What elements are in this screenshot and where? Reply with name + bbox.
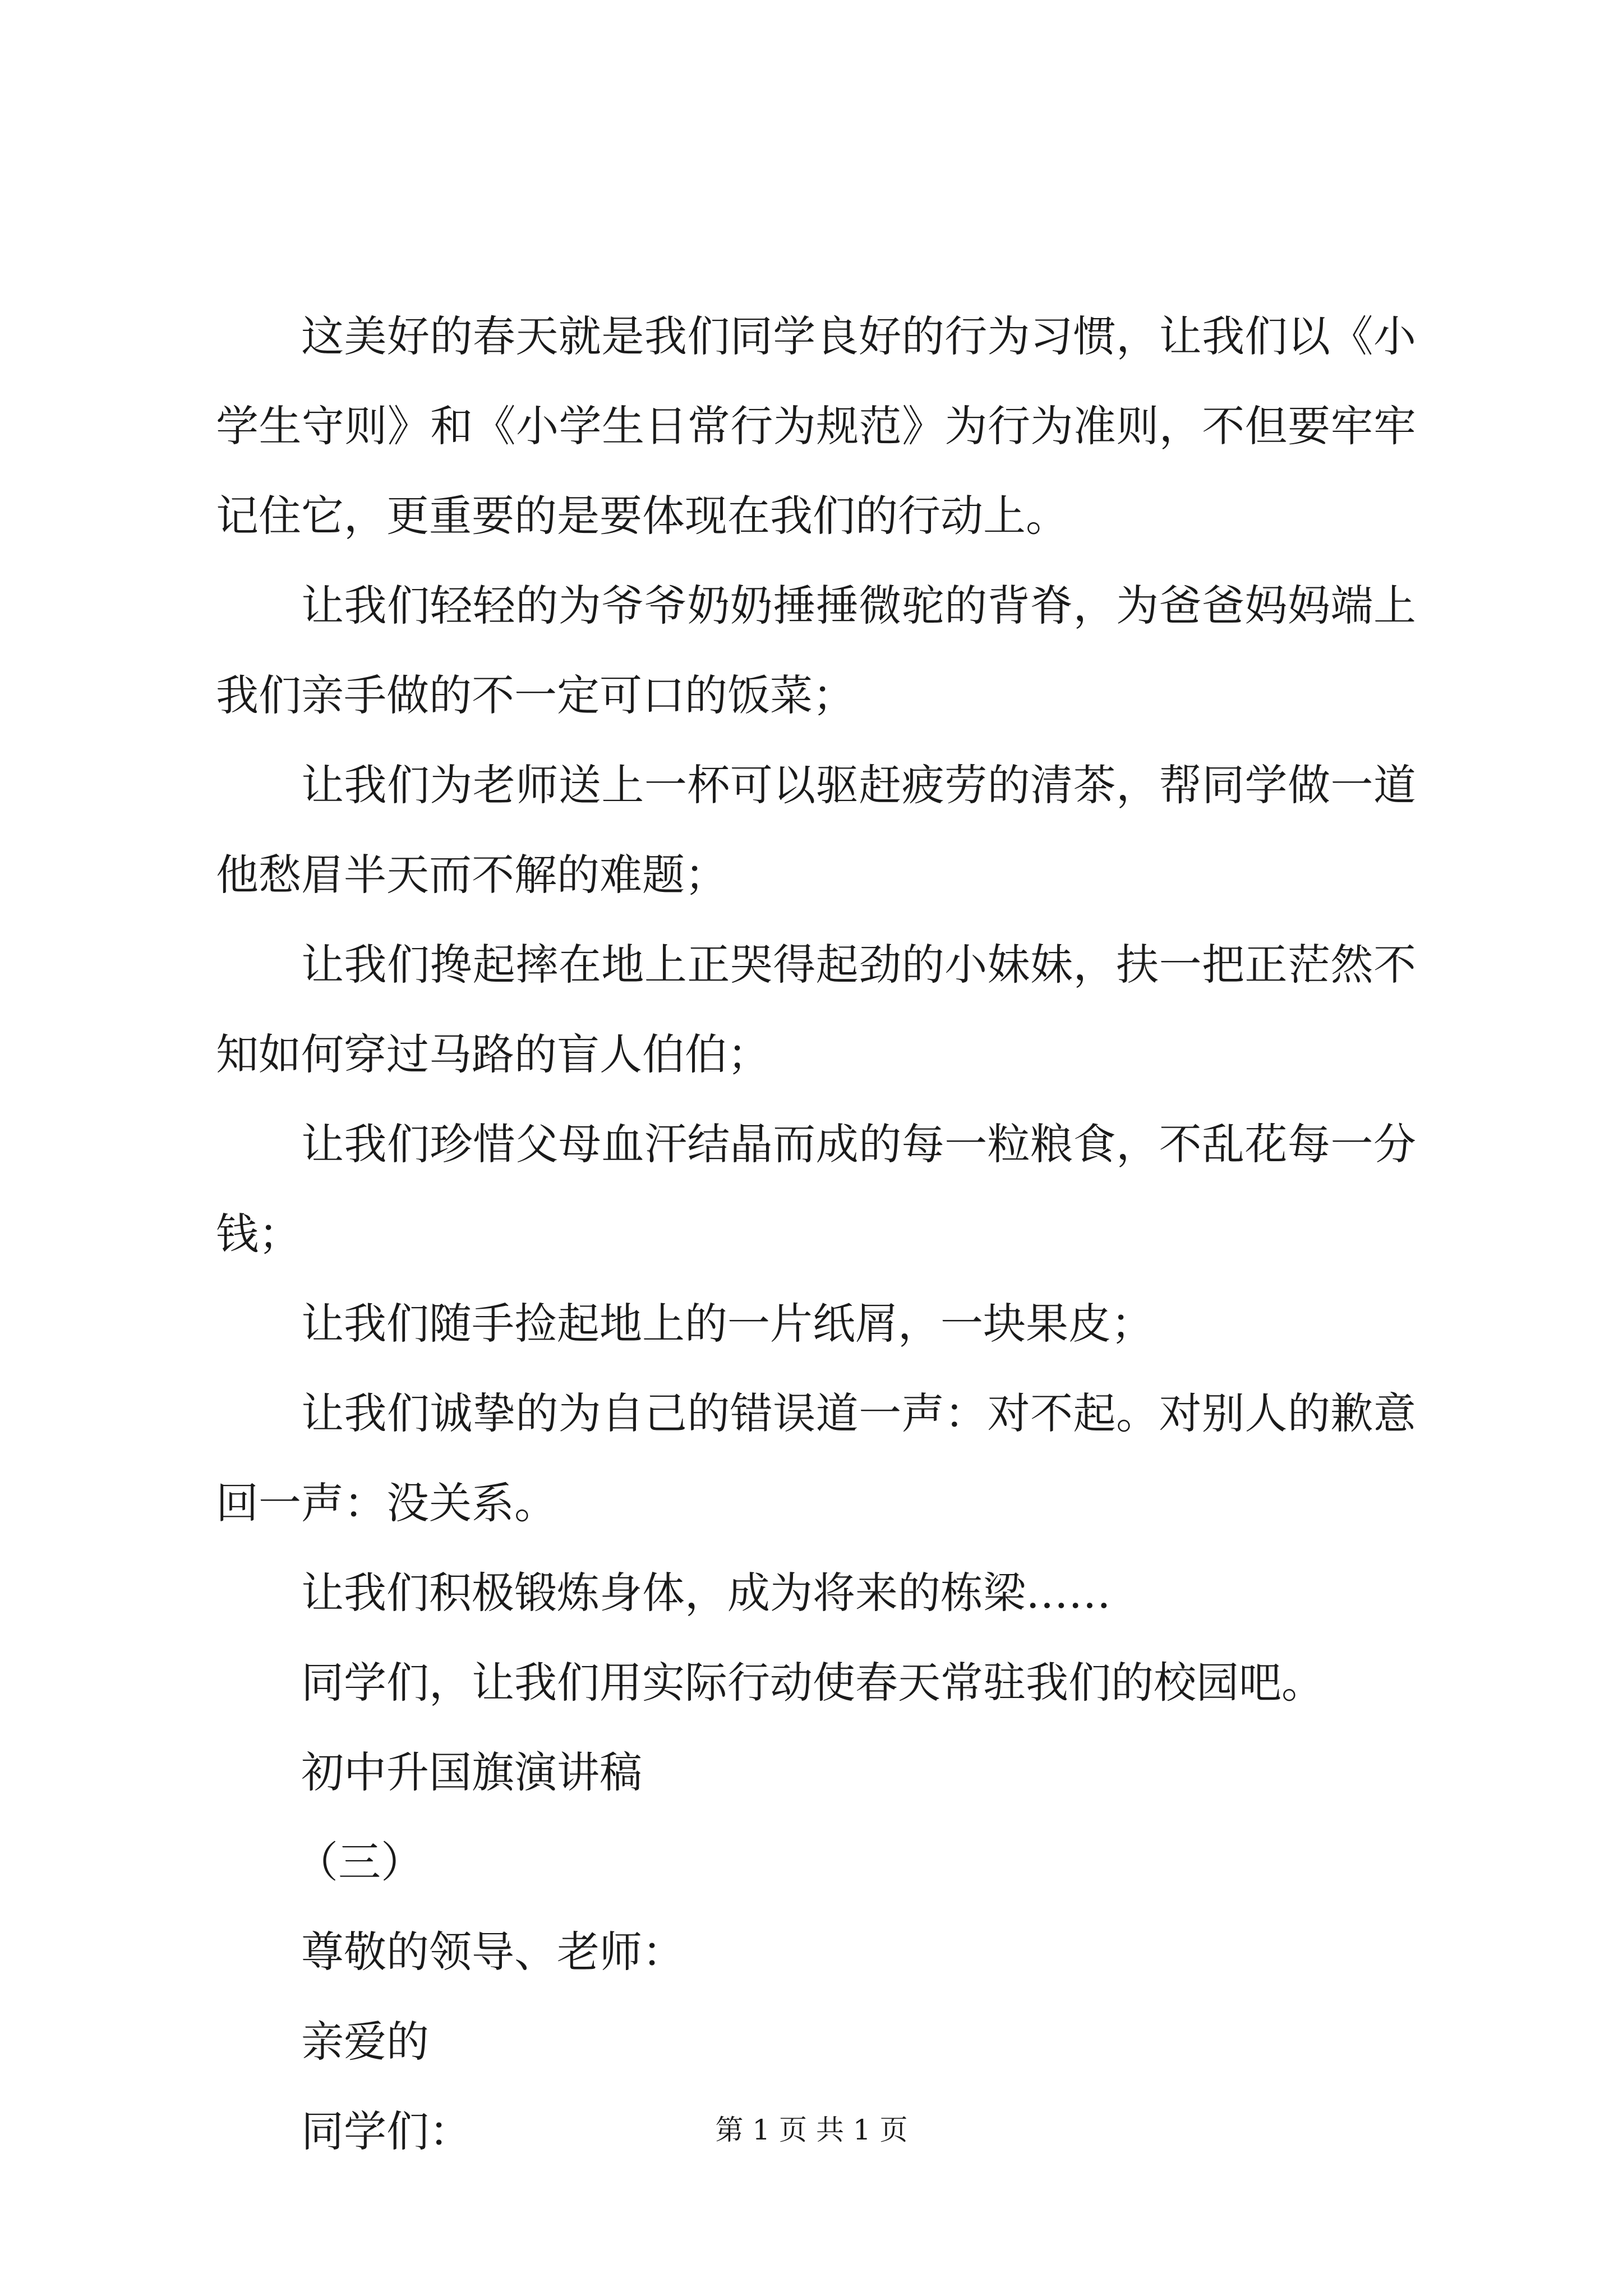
salutation: 尊敬的领导、老师：: [301, 1927, 685, 1977]
paragraph: 让我们诚挚的为自己的错误道一声：对不起。对别人的歉意回一声：没关系。: [216, 1388, 1416, 1528]
paragraph: 让我们为老师送上一杯可以驱赶疲劳的清茶，帮同学做一道他愁眉半天而不解的难题；: [216, 760, 1416, 900]
salutation: 同学们：: [301, 2106, 472, 2156]
paragraph: 让我们轻轻的为爷爷奶奶捶捶微驼的背脊，为爸爸妈妈端上我们亲手做的不一定可口的饭菜；: [216, 581, 1416, 720]
document-body: [216, 292, 1416, 2177]
page-footer: 第 1 页 共 1 页: [715, 2114, 908, 2146]
section-number: （三）: [296, 1837, 423, 1887]
paragraph: 这美好的春天就是我们同学良好的行为习惯，让我们以《小学生守则》和《小学生日常行为规范》为行为准则，不但要牢牢记住它，更重要的是要体现在我们的行动上。: [216, 311, 1416, 541]
paragraph: 让我们积极锻炼身体，成为将来的栋梁……: [301, 1568, 1111, 1618]
paragraph: 让我们随手捡起地上的一片纸屑，一块果皮；: [301, 1299, 1154, 1349]
section-title: 初中升国旗演讲稿: [301, 1747, 642, 1797]
paragraph: 同学们，让我们用实际行动使春天常驻我们的校园吧。: [301, 1658, 1324, 1708]
paragraph: 让我们珍惜父母血汗结晶而成的每一粒粮食，不乱花每一分钱；: [216, 1119, 1416, 1259]
salutation: 亲爱的: [301, 2017, 429, 2067]
paragraph: 让我们搀起摔在地上正哭得起劲的小妹妹，扶一把正茫然不知如何穿过马路的盲人伯伯；: [216, 940, 1416, 1079]
